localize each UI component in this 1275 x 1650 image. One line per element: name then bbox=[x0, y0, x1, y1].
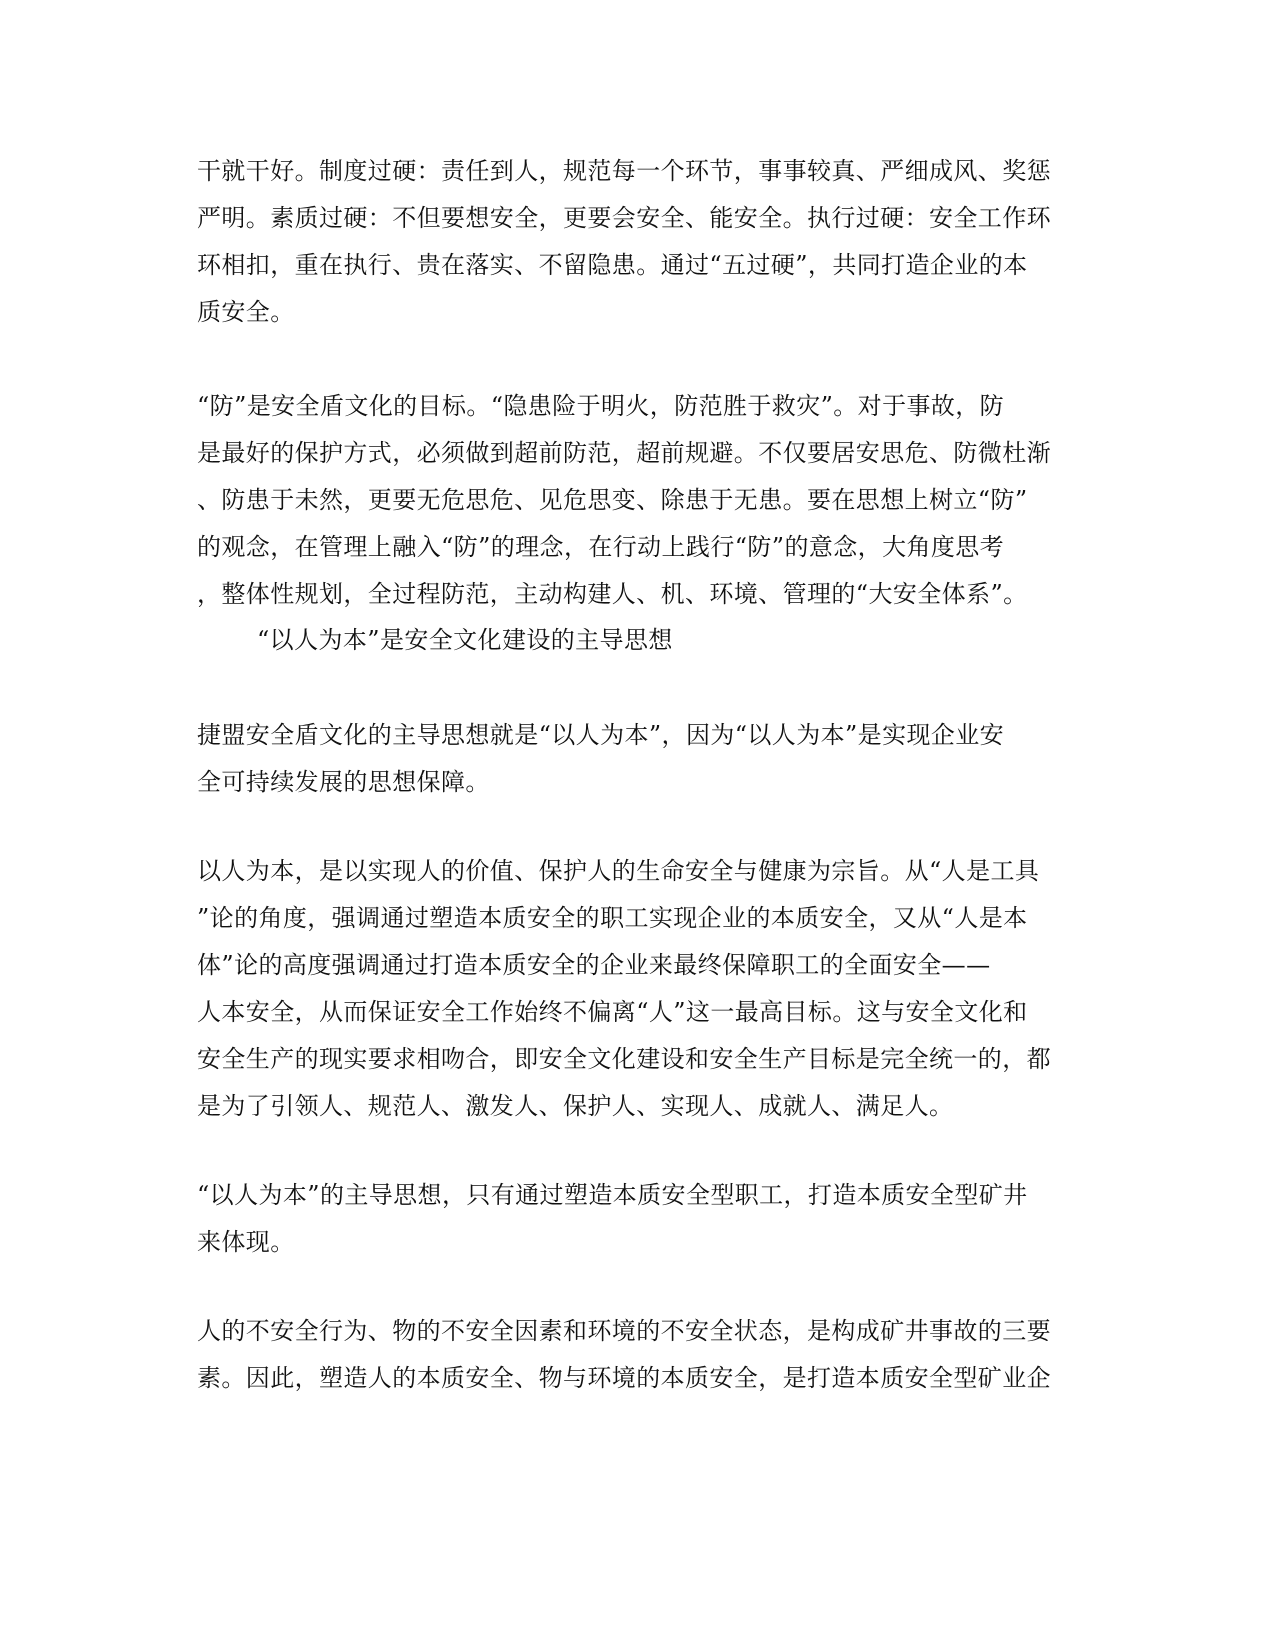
text-line: 环相扣，重在执行、贵在落实、不留隐患。通过“五过硬”，共同打造企业的本 bbox=[197, 251, 1028, 279]
text-line: 质安全。 bbox=[197, 298, 295, 326]
text-line: 素。因此，塑造人的本质安全、物与环境的本质安全，是打造本质安全型矿业企 bbox=[197, 1364, 1051, 1392]
text-line: 全可持续发展的思想保障。 bbox=[197, 768, 490, 796]
section-heading: “以人为本”是安全文化建设的主导思想 bbox=[257, 626, 673, 654]
text-line: 来体现。 bbox=[197, 1228, 295, 1256]
text-line: 安全生产的现实要求相吻合，即安全文化建设和安全生产目标是完全统一的，都 bbox=[197, 1045, 1051, 1073]
text-line: 、防患于未然，更要无危思危、见危思变、除患于无患。要在思想上树立“防” bbox=[197, 486, 1028, 514]
text-line: “防”是安全盾文化的目标。“隐患险于明火，防范胜于救灾”。对于事故，防 bbox=[197, 392, 1005, 420]
text-line: 是为了引领人、规范人、激发人、保护人、实现人、成就人、满足人。 bbox=[197, 1092, 954, 1120]
text-line: “以人为本”的主导思想，只有通过塑造本质安全型职工，打造本质安全型矿井 bbox=[197, 1181, 1028, 1209]
text-line: 捷盟安全盾文化的主导思想就是“以人为本”，因为“以人为本”是实现企业安 bbox=[197, 721, 1005, 749]
text-line: 干就干好。制度过硬：责任到人，规范每一个环节，事事较真、严细成风、奖惩 bbox=[197, 157, 1051, 185]
text-line: 体”论的高度强调通过打造本质安全的企业来最终保障职工的全面安全—— bbox=[197, 951, 991, 979]
text-line: 人本安全，从而保证安全工作始终不偏离“人”这一最高目标。这与安全文化和 bbox=[197, 998, 1028, 1026]
text-line: 是最好的保护方式，必须做到超前防范，超前规避。不仅要居安思危、防微杜渐 bbox=[197, 439, 1051, 467]
text-line: 的观念，在管理上融入“防”的理念，在行动上践行“防”的意念，大角度思考 bbox=[197, 533, 1005, 561]
text-line: ”论的角度，强调通过塑造本质安全的职工实现企业的本质安全，又从“人是本 bbox=[197, 904, 1028, 932]
text-line: 以人为本，是以实现人的价值、保护人的生命安全与健康为宗旨。从“人是工具 bbox=[197, 857, 1040, 885]
text-line: 人的不安全行为、物的不安全因素和环境的不安全状态，是构成矿井事故的三要 bbox=[197, 1317, 1051, 1345]
text-line: ，整体性规划，全过程防范，主动构建人、机、环境、管理的“大安全体系”。 bbox=[197, 580, 1028, 608]
text-line: 严明。素质过硬：不但要想安全，更要会安全、能安全。执行过硬：安全工作环 bbox=[197, 204, 1051, 232]
